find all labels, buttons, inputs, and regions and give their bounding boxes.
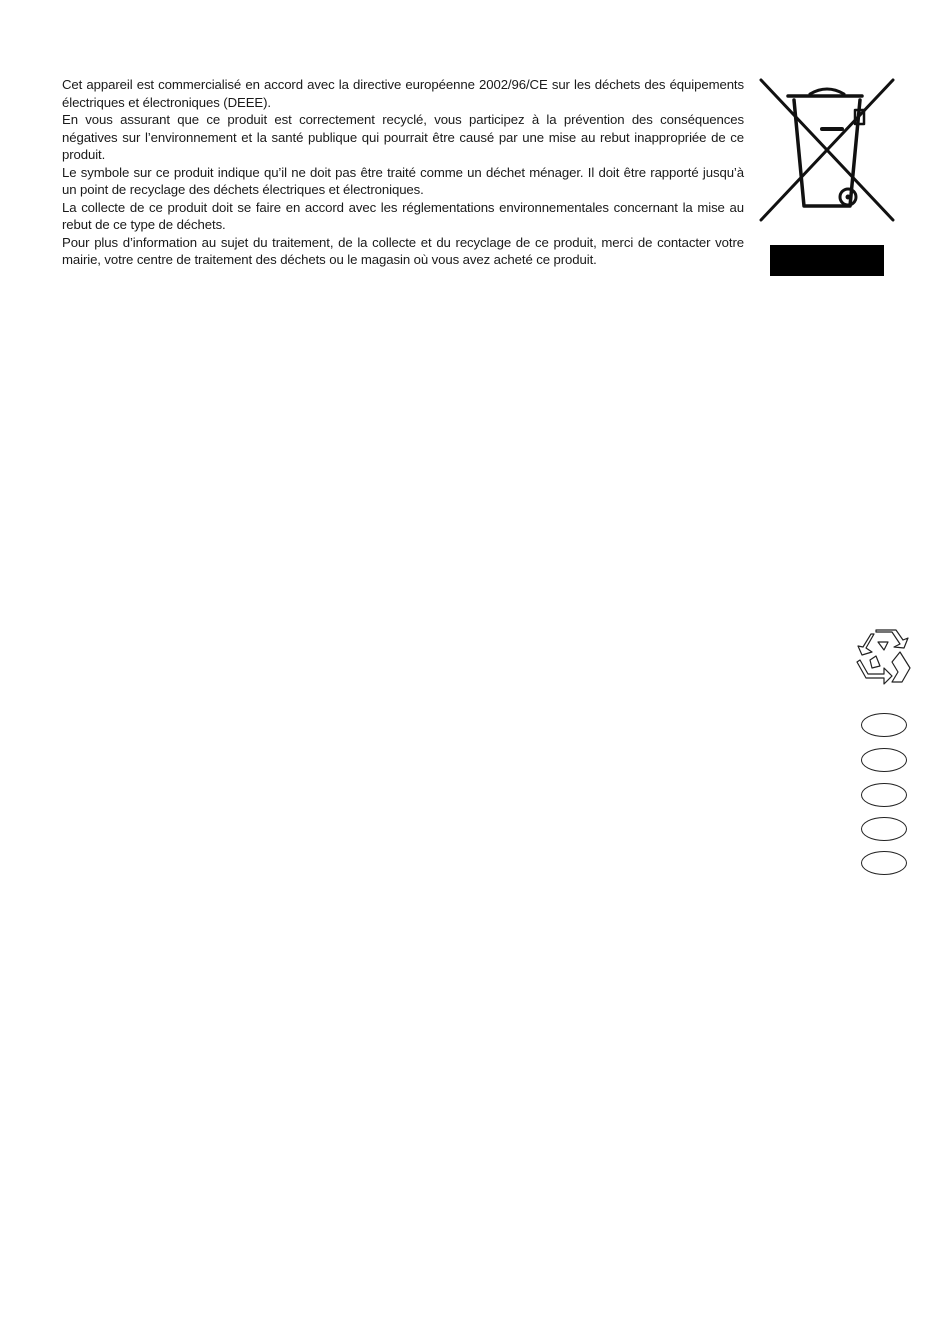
oval-marker-icon <box>861 783 907 807</box>
notice-paragraph-directive: Cet appareil est commercialisé en accord avec la directive européenne 2002/96/CE sur les déchets des équipements électriques et électroniques (DEEE). <box>62 77 744 110</box>
oval-markers <box>861 713 911 875</box>
notice-paragraph-collection: La collecte de ce produit doit se faire en accord avec les réglementations environnementales concernant la mise au rebut de ce type de déchets. <box>62 199 744 232</box>
notice-paragraph-symbol: Le symbole sur ce produit indique qu’il ne doit pas être traité comme un déchet ménager. Il doit être rapporté jusqu’à un point de recyclage des déchets électriques et électroniques. <box>62 164 744 197</box>
recycling-triangle-icon <box>854 628 914 686</box>
oval-marker-icon <box>861 748 907 772</box>
notice-paragraph-information: Pour plus d’information au sujet du traitement, de la collecte et du recyclage de ce produit, merci de contacter votre mairie, votre centre de traitement des déchets ou le magasin où vous avez acheté ce produit. <box>62 234 744 267</box>
weee-notice-text <box>62 76 744 269</box>
black-bar <box>770 245 884 276</box>
oval-marker-icon <box>861 851 907 875</box>
notice-paragraph-recycling: En vous assurant que ce produit est correctement recyclé, vous participez à la prévention des conséquences négatives sur l’environnement et la santé publique qui pourrait être causé par une mise au rebut inappropriée de ce produit. <box>62 112 744 162</box>
crossed-out-wheelie-bin-icon <box>758 76 896 224</box>
oval-marker-icon <box>861 817 907 841</box>
oval-marker-icon <box>861 713 907 737</box>
